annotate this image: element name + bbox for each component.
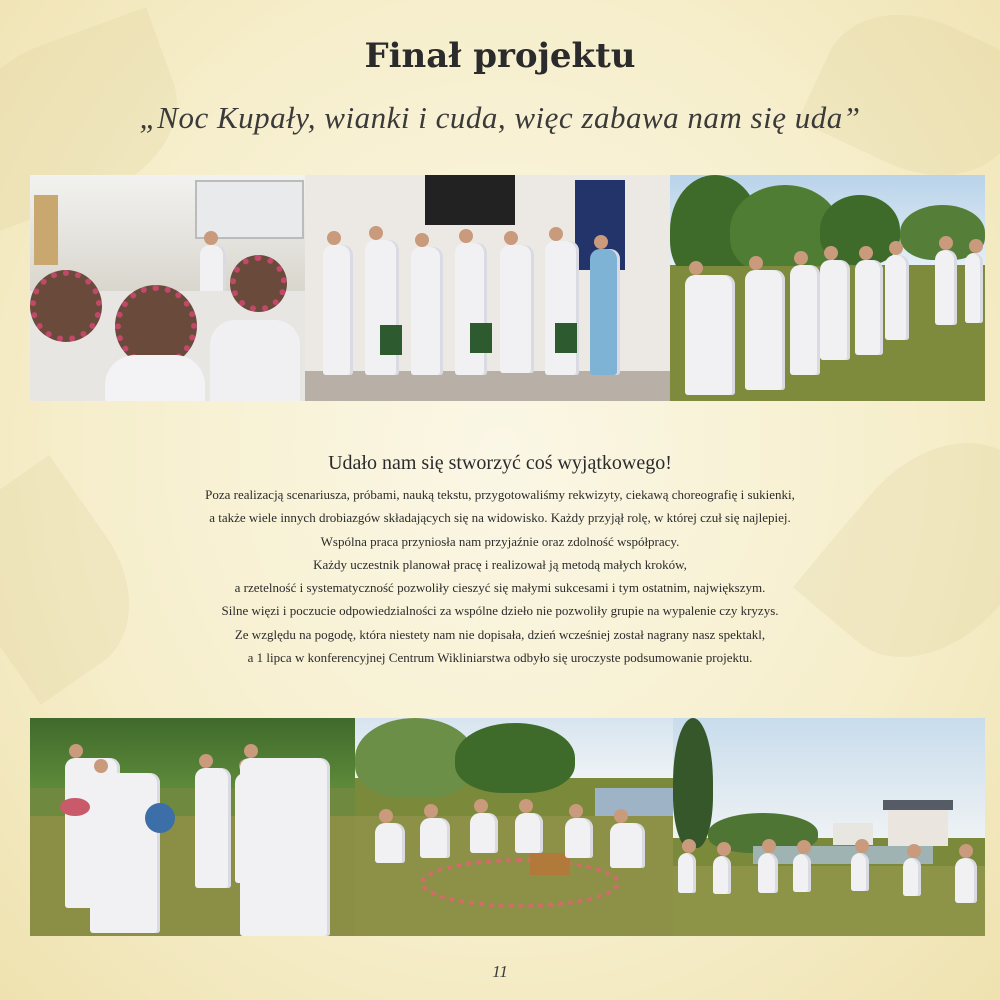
page-subtitle: „Noc Kupały, wianki i cuda, więc zabawa nam się uda”	[139, 100, 861, 135]
photo-dancing-girls	[30, 718, 355, 936]
photo-outdoor-procession	[670, 175, 985, 401]
body-text	[100, 483, 900, 669]
page-title: Finał projektu	[364, 36, 636, 76]
photo-kupala-circle	[355, 718, 673, 936]
body-line: Każdy uczestnik planował pracę i realizował ją metodą małych kroków,	[313, 556, 687, 572]
body-line: Poza realizacją scenariusza, próbami, nauką tekstu, przygotowaliśmy rekwizyty, ciekawą choreografię i sukienki,	[205, 487, 795, 502]
body-line: a rzetelność i systematyczność pozwoliły cieszyć się małymi sukcesami i tym ostatnim, największym.	[234, 580, 766, 596]
body-line: Ze względu na pogodę, która niestety nam nie dopisała, dzień wcześniej został nagrany nasz spektakl,	[234, 626, 766, 642]
page-number: 11	[492, 962, 508, 981]
body-line: a 1 lipca w konferencyjnej Centrum Wikliniarstwa odbyło się uroczyste podsumowanie projektu.	[247, 650, 753, 666]
top-photo-strip	[30, 175, 985, 401]
body-line: a także wiele innych drobiazgów składających się na widowisko. Każdy przyjął rolę, w której czuł się najlepiej.	[209, 510, 791, 526]
body-line: Silne więzi i poczucie odpowiedzialności za wspólne dzieło nie pozwoliły grupie na wypalenie czy kryzys.	[221, 603, 779, 619]
photo-indoor-wreaths	[30, 175, 305, 401]
bottom-photo-strip	[30, 718, 985, 936]
photo-lake-manor	[673, 718, 985, 936]
section-heading: Udało nam się stworzyć coś wyjątkowego!	[328, 452, 672, 474]
photo-group-portrait	[305, 175, 670, 401]
body-line: Wspólna praca przyniosła nam przyjaźnie oraz zdolność współpracy.	[320, 533, 680, 549]
